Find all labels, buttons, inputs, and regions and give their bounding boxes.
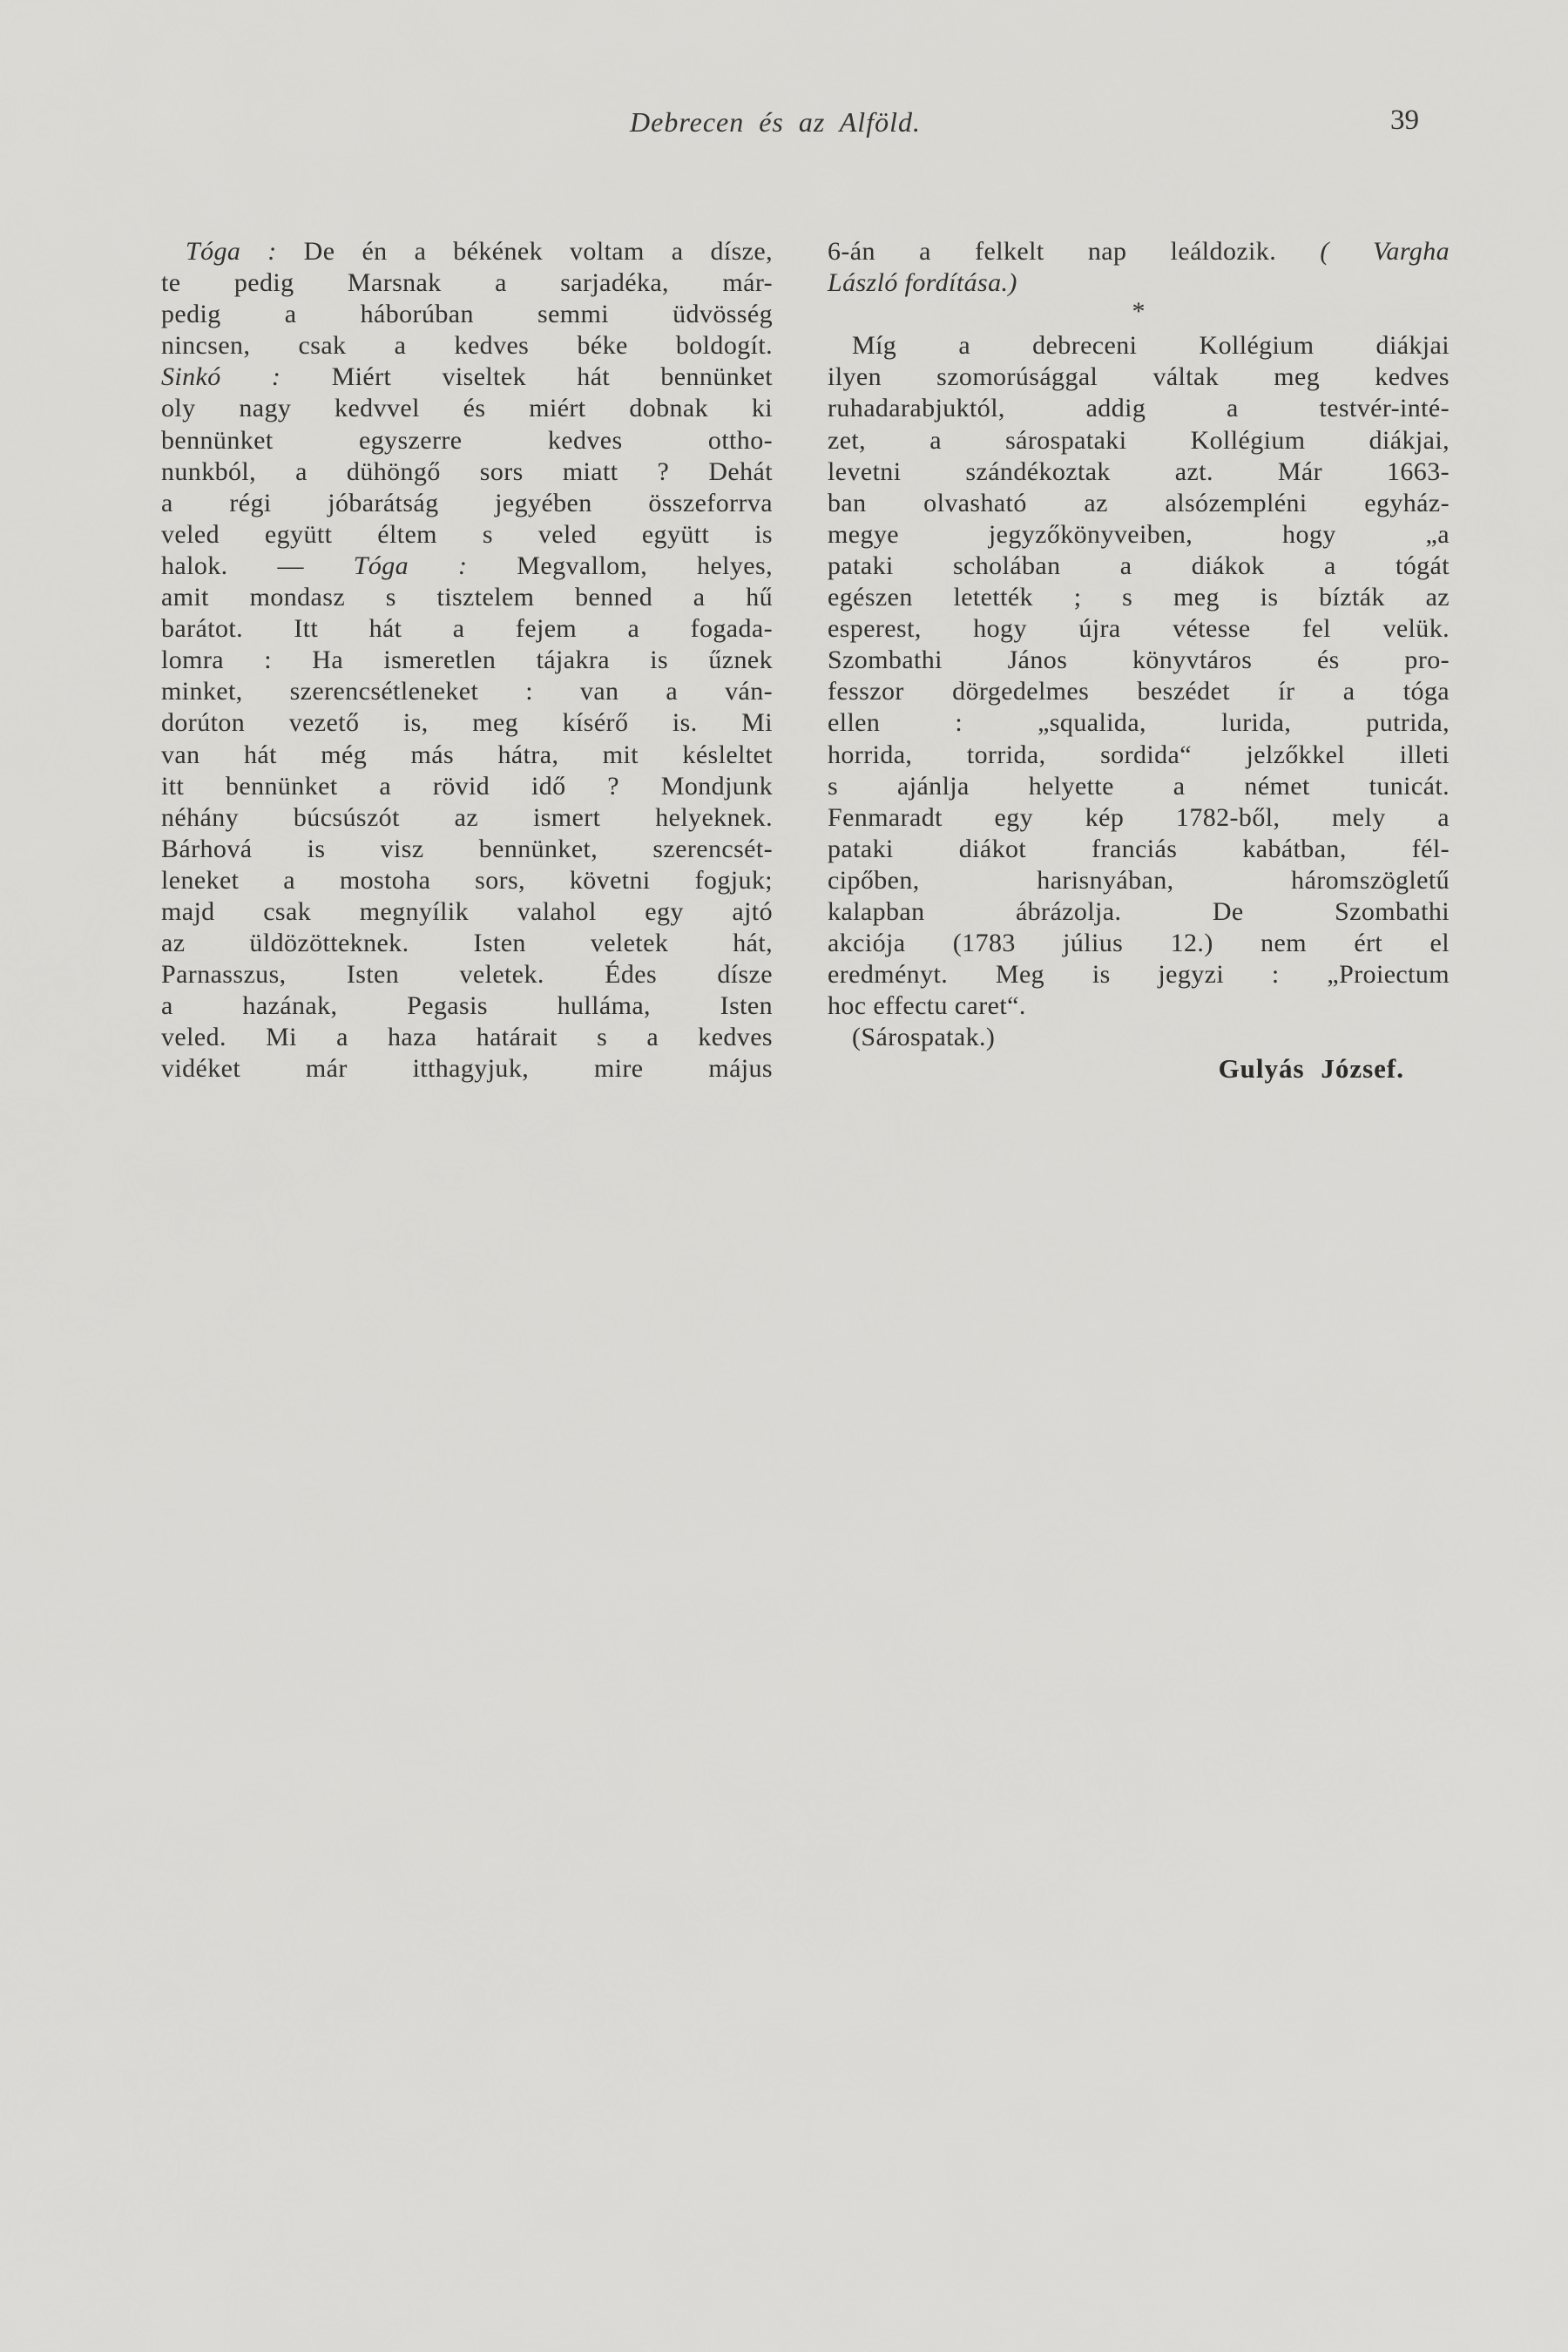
text-line: ban olvasható az alsózempléni egyház- bbox=[828, 488, 1450, 517]
text-line: Tóga : De én a békének voltam a dísze, bbox=[186, 237, 774, 266]
text-line: nunkból, a dühöngő sors miatt ? Dehát bbox=[161, 456, 773, 486]
text-line: eredményt. Meg is jegyzi : „Proiectum bbox=[828, 960, 1450, 990]
text-column-right bbox=[828, 236, 1450, 1085]
text-line: hoc effectu caret“. bbox=[828, 991, 1026, 1021]
text-line: ellen : „squalida, lurida, putrida, bbox=[828, 708, 1450, 738]
text-line: * bbox=[1132, 297, 1146, 327]
text-line: akciója (1783 július 12.) nem ért el bbox=[828, 929, 1450, 958]
text-line: Fenmaradt egy kép 1782-ből, mely a bbox=[828, 802, 1450, 832]
text-line: fesszor dörgedelmes beszédet ír a tóga bbox=[828, 677, 1450, 706]
text-line: Míg a debreceni Kollégium diákjai bbox=[852, 331, 1450, 361]
text-line: veled együtt éltem s veled együtt is bbox=[161, 519, 773, 549]
text-line: László fordítása.) bbox=[828, 268, 1017, 298]
text-line: ilyen szomorúsággal váltak meg kedves bbox=[828, 362, 1450, 392]
text-line: a régi jóbarátság jegyében összeforrva bbox=[161, 488, 773, 517]
text-line: majd csak megnyílik valahol egy ajtó bbox=[161, 896, 773, 926]
text-line: itt bennünket a rövid idő ? Mondjunk bbox=[161, 771, 773, 801]
text-column-left bbox=[161, 236, 773, 1085]
text-line: pedig a háborúban semmi üdvösség bbox=[161, 300, 773, 329]
text-line: oly nagy kedvvel és miért dobnak ki bbox=[161, 394, 773, 423]
text-line: pataki scholában a diákok a tógát bbox=[828, 551, 1450, 580]
text-line: bennünket egyszerre kedves ottho- bbox=[161, 425, 773, 455]
text-line: 6-án a felkelt nap leáldozik. ( Vargha bbox=[828, 237, 1450, 266]
text-line: a hazának, Pegasis hulláma, Isten bbox=[161, 991, 773, 1021]
text-line: amit mondasz s tisztelem benned a hű bbox=[161, 583, 773, 612]
text-line: cipőben, harisnyában, háromszögletű bbox=[828, 865, 1450, 895]
text-line: leneket a mostoha sors, követni fogjuk; bbox=[161, 865, 773, 895]
text-line: vidéket már itthagyjuk, mire május bbox=[161, 1054, 773, 1084]
text-line: halok. — Tóga : Megvallom, helyes, bbox=[161, 551, 773, 580]
text-line: esperest, hogy újra vétesse fel velük. bbox=[828, 614, 1450, 644]
page-number: 39 bbox=[1390, 105, 1419, 136]
running-header-title: Debrecen és az Alföld. bbox=[630, 106, 921, 138]
text-line: (Sárospatak.) bbox=[852, 1023, 996, 1052]
text-line: te pedig Marsnak a sarjadéka, már- bbox=[161, 268, 773, 298]
text-line: megye jegyzőkönyveiben, hogy „a bbox=[828, 519, 1450, 549]
text-line: minket, szerencsétleneket : van a ván- bbox=[161, 677, 773, 706]
text-line: Parnasszus, Isten veletek. Édes dísze bbox=[161, 960, 773, 990]
text-line: horrida, torrida, sordida“ jelzőkkel illeti bbox=[828, 740, 1450, 769]
text-line: Szombathi János könyvtáros és pro- bbox=[828, 645, 1450, 675]
text-line: néhány búcsúszót az ismert helyeknek. bbox=[161, 802, 773, 832]
text-line: zet, a sárospataki Kollégium diákjai, bbox=[828, 425, 1450, 455]
text-line: dorúton vezető is, meg kísérő is. Mi bbox=[161, 708, 773, 738]
text-line: pataki diákot franciás kabátban, fél- bbox=[828, 834, 1450, 863]
text-line: Bárhová is visz bennünket, szerencsét- bbox=[161, 834, 773, 863]
text-line: s ajánlja helyette a német tunicát. bbox=[828, 771, 1450, 801]
text-line: kalapban ábrázolja. De Szombathi bbox=[828, 896, 1450, 926]
text-line: nincsen, csak a kedves béke boldogít. bbox=[161, 331, 773, 361]
text-line: az üldözötteknek. Isten veletek hát, bbox=[161, 929, 773, 958]
text-line: lomra : Ha ismeretlen tájakra is űznek bbox=[161, 645, 773, 675]
text-line: Sinkó : Miért viseltek hát bennünket bbox=[161, 362, 773, 392]
text-line: Gulyás József. bbox=[1218, 1053, 1404, 1085]
text-line: van hát még más hátra, mit késleltet bbox=[161, 740, 773, 769]
text-line: levetni szándékoztak azt. Már 1663- bbox=[828, 456, 1450, 486]
text-line: veled. Mi a haza határait s a kedves bbox=[161, 1023, 773, 1052]
text-line: ruhadarabjuktól, addig a testvér-inté- bbox=[828, 394, 1450, 423]
text-line: egészen letették ; s meg is bízták az bbox=[828, 583, 1450, 612]
text-line: barátot. Itt hát a fejem a fogada- bbox=[161, 614, 773, 644]
